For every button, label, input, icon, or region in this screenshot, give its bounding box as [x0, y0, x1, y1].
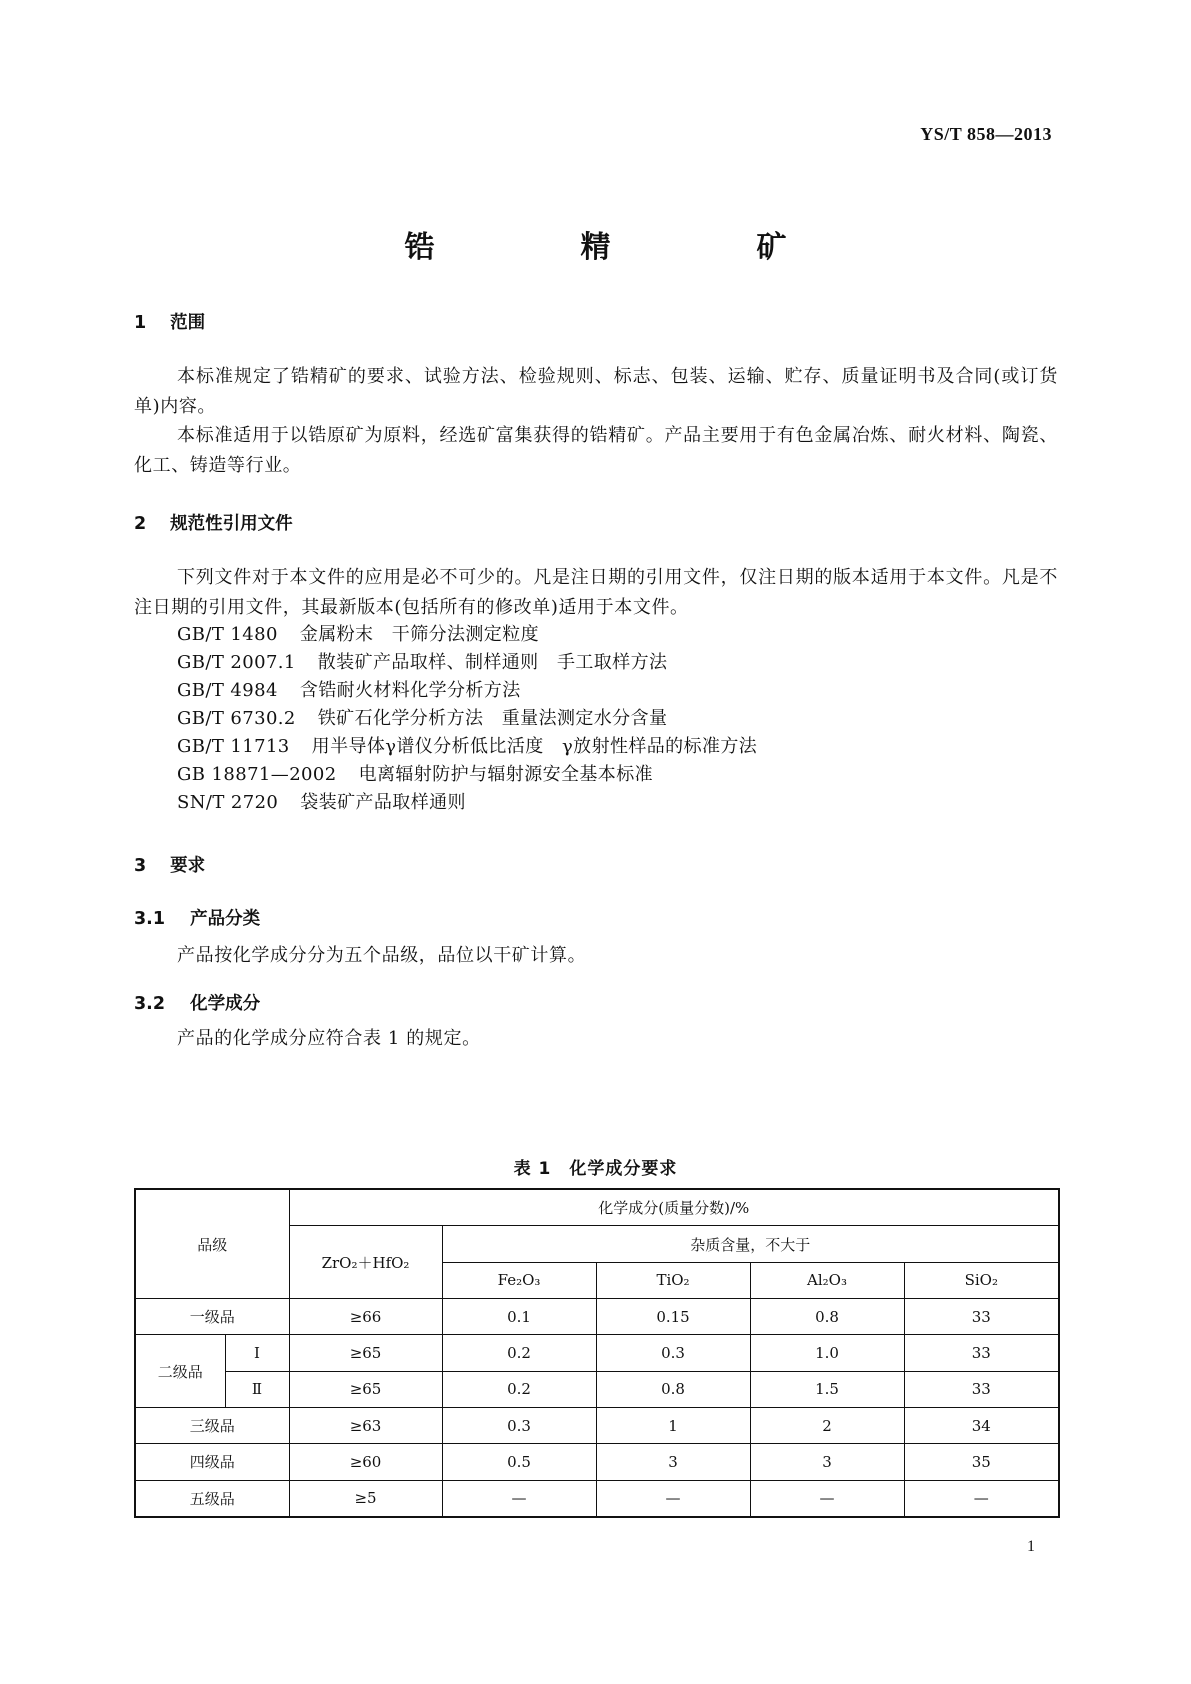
ti-cell: 0.8: [596, 1371, 750, 1407]
section-number: 1: [134, 313, 147, 333]
normative-reference: [177, 732, 757, 762]
paragraph: 产品的化学成分应符合表 1 的规定。: [177, 1028, 481, 1049]
al-cell: 0.8: [750, 1299, 904, 1335]
header-grade: 品级: [135, 1189, 289, 1299]
header-composition: 化学成分(质量分数)/%: [289, 1189, 1059, 1226]
al-cell: 3: [750, 1444, 904, 1480]
reference-title: 金属粉末 干筛分法测定粒度: [299, 624, 540, 645]
reference-title: 袋装矿产品取样通则: [300, 792, 466, 813]
al-cell: 2: [750, 1407, 904, 1443]
si-cell: 34: [904, 1407, 1059, 1443]
header-sio2: SiO₂: [904, 1262, 1059, 1298]
reference-code: GB/T 2007.1: [177, 652, 296, 673]
zr-cell: ≥65: [289, 1335, 442, 1371]
reference-code: GB 18871—2002: [177, 764, 337, 785]
section-title: 化学成分: [190, 994, 261, 1014]
grade-cell: 四级品: [135, 1444, 289, 1480]
table-row: [135, 1335, 1059, 1371]
header-zro2-hfo2: ZrO₂＋HfO₂: [289, 1226, 442, 1299]
section-3-1-heading: [134, 905, 260, 930]
table-row: [135, 1299, 1059, 1335]
table-row: [135, 1407, 1059, 1443]
normative-reference: [177, 620, 539, 650]
si-cell: 35: [904, 1444, 1059, 1480]
paragraph: 产品按化学成分分为五个品级，品位以干矿计算。: [177, 945, 587, 966]
al-cell: 1.5: [750, 1371, 904, 1407]
grade-cell: 五级品: [135, 1480, 289, 1517]
page-number: 1: [1027, 1538, 1035, 1555]
document-title: 锆 精 矿: [404, 230, 845, 265]
grade-cell: 三级品: [135, 1407, 289, 1443]
paragraph: 下列文件对于本文件的应用是必不可少的。凡是注日期的引用文件，仅注日期的版本适用于本文件。凡是不注日期的引用文件，其最新版本(包括所有的修改单)适用于本文件。: [134, 567, 1058, 618]
table-caption: 表 1 化学成分要求: [513, 1159, 678, 1179]
reference-code: GB/T 1480: [177, 624, 278, 645]
reference-title: 用半导体γ谱仪分析低比活度 γ放射性样品的标准方法: [311, 736, 758, 757]
section-title: 范围: [170, 313, 206, 333]
grade-cell: 一级品: [135, 1299, 289, 1335]
fe-cell: 0.2: [442, 1371, 596, 1407]
section-number: 3: [134, 856, 147, 876]
si-cell: 33: [904, 1299, 1059, 1335]
fe-cell: 0.1: [442, 1299, 596, 1335]
header-tio2: TiO₂: [596, 1262, 750, 1298]
si-cell: 33: [904, 1371, 1059, 1407]
zr-cell: ≥5: [289, 1480, 442, 1517]
table-header-row: [135, 1189, 1059, 1226]
si-cell: —: [904, 1480, 1059, 1517]
section-3-heading: [134, 852, 205, 877]
subgrade-cell: Ⅰ: [225, 1335, 289, 1371]
zr-cell: ≥60: [289, 1444, 442, 1480]
subgrade-cell: Ⅱ: [225, 1371, 289, 1407]
reference-code: GB/T 4984: [177, 680, 278, 701]
table-row: [135, 1371, 1059, 1407]
table-row: [135, 1480, 1059, 1517]
zr-cell: ≥66: [289, 1299, 442, 1335]
reference-title: 铁矿石化学分析方法 重量法测定水分含量: [317, 708, 668, 729]
section-3-2-heading: [134, 990, 260, 1015]
section-number: 3.2: [134, 994, 166, 1014]
section-number: 3.1: [134, 909, 166, 929]
paragraph: 本标准适用于以锆原矿为原料，经选矿富集获得的锆精矿。产品主要用于有色金属冶炼、耐火材料、陶瓷、化工、铸造等行业。: [134, 425, 1058, 476]
fe-cell: 0.3: [442, 1407, 596, 1443]
standard-number: YS/T 858—2013: [920, 124, 1052, 144]
ti-cell: 0.15: [596, 1299, 750, 1335]
section-number: 2: [134, 514, 147, 534]
normative-reference: [177, 704, 667, 734]
section-title: 规范性引用文件: [170, 514, 293, 534]
reference-title: 含锆耐火材料化学分析方法: [299, 680, 521, 701]
reference-title: 电离辐射防护与辐射源安全基本标准: [358, 764, 654, 785]
paragraph: 本标准规定了锆精矿的要求、试验方法、检验规则、标志、包装、运输、贮存、质量证明书及合同(或订货单)内容。: [134, 366, 1058, 417]
reference-title: 散装矿产品取样、制样通则 手工取样方法: [317, 652, 668, 673]
section-title: 产品分类: [190, 909, 261, 929]
reference-code: GB/T 6730.2: [177, 708, 296, 729]
grade-cell: 二级品: [135, 1335, 225, 1408]
header-impurity: 杂质含量，不大于: [442, 1226, 1059, 1262]
header-fe2o3: Fe₂O₃: [442, 1262, 596, 1298]
section-title: 要求: [170, 856, 206, 876]
section-1-heading: [134, 309, 205, 334]
fe-cell: —: [442, 1480, 596, 1517]
normative-reference: [177, 676, 521, 706]
normative-reference: [177, 648, 667, 678]
ti-cell: 1: [596, 1407, 750, 1443]
normative-reference: [177, 760, 653, 790]
ti-cell: —: [596, 1480, 750, 1517]
chemical-composition-table: [134, 1188, 1060, 1518]
zr-cell: ≥65: [289, 1371, 442, 1407]
al-cell: 1.0: [750, 1335, 904, 1371]
section-2-heading: [134, 510, 293, 535]
ti-cell: 0.3: [596, 1335, 750, 1371]
fe-cell: 0.5: [442, 1444, 596, 1480]
table-row: [135, 1444, 1059, 1480]
reference-code: SN/T 2720: [177, 792, 279, 813]
reference-code: GB/T 11713: [177, 736, 290, 757]
fe-cell: 0.2: [442, 1335, 596, 1371]
zr-cell: ≥63: [289, 1407, 442, 1443]
si-cell: 33: [904, 1335, 1059, 1371]
al-cell: —: [750, 1480, 904, 1517]
ti-cell: 3: [596, 1444, 750, 1480]
normative-reference: [177, 788, 466, 818]
header-al2o3: Al₂O₃: [750, 1262, 904, 1298]
